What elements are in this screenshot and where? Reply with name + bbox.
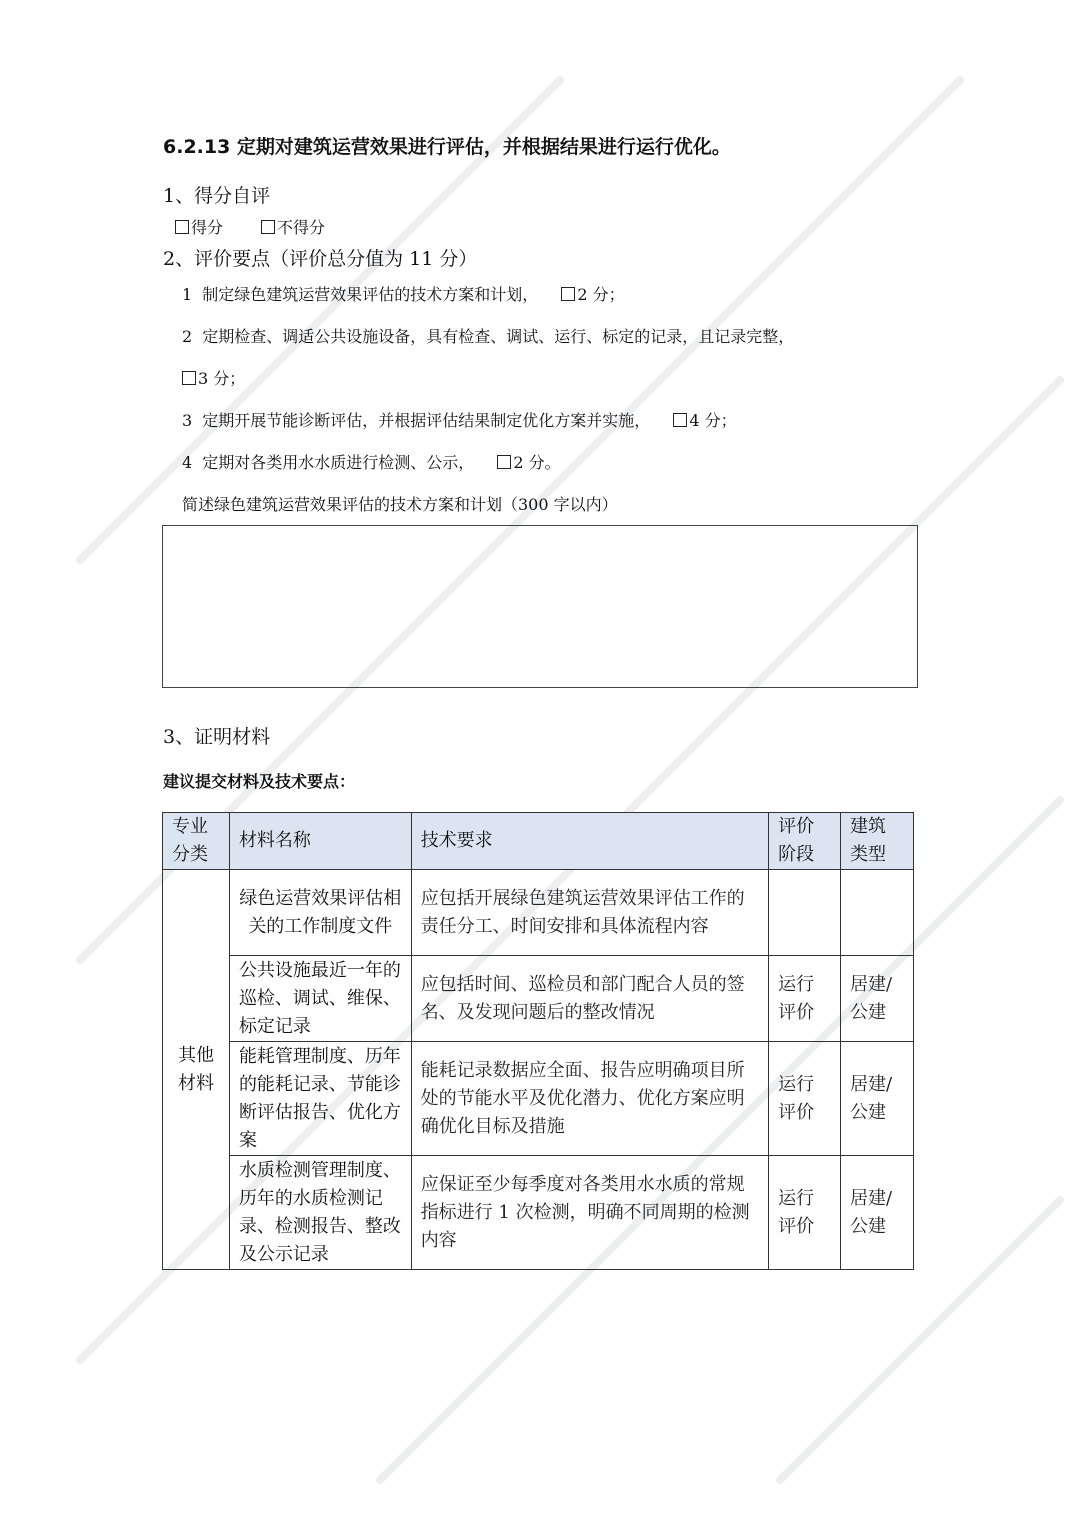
building-type-cell: 居建/公建: [841, 956, 914, 1042]
checkbox-icon[interactable]: [182, 371, 196, 385]
section-title: 6.2.13 定期对建筑运营效果进行评估，并根据结果进行运行优化。: [163, 136, 731, 158]
header-stage: 评价阶段: [769, 813, 841, 870]
criterion-number: 3: [182, 411, 193, 430]
criterion-2-points: [182, 366, 245, 389]
stage-cell: 运行评价: [769, 1156, 841, 1270]
building-type-cell: [841, 870, 914, 956]
option-score-label: 得分: [191, 218, 224, 237]
checkbox-icon[interactable]: [175, 220, 189, 234]
checkbox-icon[interactable]: [497, 455, 511, 469]
criterion-points: 3 分；: [198, 369, 246, 388]
header-material: 材料名称: [229, 813, 411, 870]
stage-cell: 运行评价: [769, 1042, 841, 1156]
description-answer-box[interactable]: [162, 525, 918, 688]
requirement-cell: 应包括开展绿色建筑运营效果评估工作的责任分工、时间安排和具体流程内容: [411, 870, 768, 956]
header-category: 专业分类: [163, 813, 230, 870]
table-row: [163, 956, 914, 1042]
checkbox-icon[interactable]: [673, 413, 687, 427]
criterion-points: 4 分；: [689, 411, 737, 430]
table-row: [163, 1156, 914, 1270]
criterion-4: [182, 450, 561, 473]
criterion-points: 2 分；: [577, 285, 625, 304]
criterion-text: 定期开展节能诊断评估，并根据评估结果制定优化方案并实施，: [202, 411, 651, 430]
building-type-cell: 居建/公建: [841, 1042, 914, 1156]
materials-table: [162, 812, 914, 1270]
evidence-heading: 3、证明材料: [163, 726, 271, 748]
header-requirement: 技术要求: [411, 813, 768, 870]
requirement-cell: 应包括时间、巡检员和部门配合人员的签名、及发现问题后的整改情况: [411, 956, 768, 1042]
table-header-row: [163, 813, 914, 870]
self-evaluation-heading: 1、得分自评: [163, 185, 271, 207]
category-cell: 其他材料: [163, 870, 230, 1270]
option-no-score-label: 不得分: [277, 218, 326, 237]
table-row: [163, 870, 914, 956]
criterion-3: [182, 408, 737, 431]
criterion-number: 4: [182, 453, 193, 472]
material-cell: 公共设施最近一年的巡检、调试、维保、标定记录: [229, 956, 411, 1042]
material-cell: 能耗管理制度、历年的能耗记录、节能诊断评估报告、优化方案: [229, 1042, 411, 1156]
header-building-type: 建筑类型: [841, 813, 914, 870]
stage-cell: 运行评价: [769, 956, 841, 1042]
criterion-number: 2: [182, 327, 193, 346]
evidence-subheading: 建议提交材料及技术要点：: [163, 772, 356, 791]
criterion-points: 2 分。: [513, 453, 561, 472]
material-cell: 绿色运营效果评估相关的工作制度文件: [229, 870, 411, 956]
requirement-cell: 能耗记录数据应全面、报告应明确项目所处的节能水平及优化潜力、优化方案应明确优化目标及措施: [411, 1042, 768, 1156]
checkbox-icon[interactable]: [561, 287, 575, 301]
criterion-1: [182, 282, 625, 305]
criterion-text: 定期对各类用水水质进行检测、公示，: [202, 453, 475, 472]
material-cell: 水质检测管理制度、历年的水质检测记录、检测报告、整改及公示记录: [229, 1156, 411, 1270]
requirement-cell: 应保证至少每季度对各类用水水质的常规指标进行 1 次检测，明确不同周期的检测内容: [411, 1156, 768, 1270]
option-score[interactable]: [175, 215, 223, 238]
checkbox-icon[interactable]: [261, 220, 275, 234]
criterion-text: 定期检查、调适公共设施设备，具有检查、调试、运行、标定的记录，且记录完整，: [202, 327, 795, 346]
criterion-number: 1: [182, 285, 193, 304]
option-no-score[interactable]: [261, 215, 325, 238]
stage-cell: [769, 870, 841, 956]
building-type-cell: 居建/公建: [841, 1156, 914, 1270]
criterion-text: 制定绿色建筑运营效果评估的技术方案和计划，: [202, 285, 539, 304]
evaluation-points-heading: 2、评价要点（评价总分值为 11 分）: [163, 248, 478, 270]
table-row: [163, 1042, 914, 1156]
criterion-2: [182, 324, 794, 347]
description-prompt: 简述绿色建筑运营效果评估的技术方案和计划（300 字以内）: [182, 495, 618, 514]
